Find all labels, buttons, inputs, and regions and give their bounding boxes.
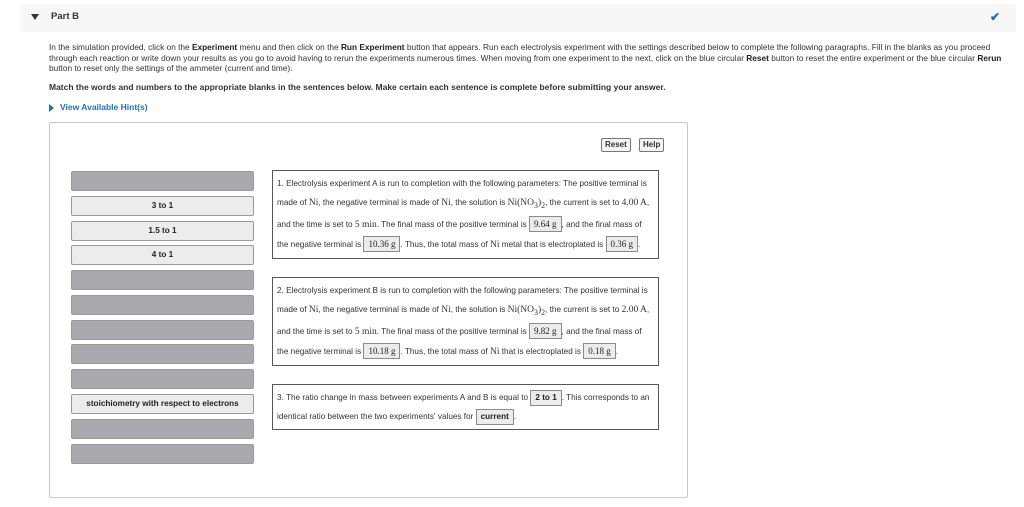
empty-tile-slot[interactable] bbox=[71, 369, 254, 389]
help-button[interactable]: Help bbox=[639, 138, 664, 152]
drop-blank[interactable]: 2 to 1 bbox=[530, 390, 561, 406]
view-hints-link[interactable]: View Available Hint(s) bbox=[49, 102, 148, 112]
answer-tile[interactable]: 4 to 1 bbox=[71, 245, 254, 265]
match-instructions: Match the words and numbers to the appropriate blanks in the sentences below. Make certain each sentence is complete before submitting your answer. bbox=[49, 82, 666, 92]
empty-tile-slot[interactable] bbox=[71, 171, 254, 191]
empty-tile-slot[interactable] bbox=[71, 320, 254, 340]
empty-tile-slot[interactable] bbox=[71, 344, 254, 364]
empty-tile-slot[interactable] bbox=[71, 270, 254, 290]
drop-blank[interactable]: 10.18 g bbox=[363, 343, 400, 359]
empty-tile-slot[interactable] bbox=[71, 444, 254, 464]
reset-button[interactable]: Reset bbox=[601, 138, 631, 152]
empty-tile-slot[interactable] bbox=[71, 295, 254, 315]
answer-tile[interactable]: 1.5 to 1 bbox=[71, 221, 254, 241]
answer-tile[interactable]: stoichiometry with respect to electrons bbox=[71, 394, 254, 414]
sentence-box-3: 3. The ratio change in mass between experiments A and B is equal to 2 to 1 . This corresponds to an identical ratio between the two experiments' values for current . bbox=[272, 384, 659, 430]
drop-blank[interactable]: 9.64 g bbox=[529, 216, 562, 232]
drop-blank[interactable]: current bbox=[476, 409, 514, 425]
drop-blank[interactable]: 0.18 g bbox=[583, 343, 616, 359]
drop-blank[interactable]: 9.82 g bbox=[529, 323, 562, 339]
sentence-box-1: 1. Electrolysis experiment A is run to completion with the following parameters: The positive terminal is made of Ni, the negative terminal is made of Ni, the solution is $Ni(NO_3)_2$, the current is set to 4.00 A, and the time is set to 5 min. The final mass of the positive terminal is 9.64 g , and the final mass of the negative terminal is 10.36 g . Thus, the total mass of Ni metal that is electroplated is 0.36 g . bbox=[272, 170, 659, 259]
drop-blank[interactable]: 0.36 g bbox=[606, 236, 639, 252]
drop-blank[interactable]: 10.36 g bbox=[363, 236, 400, 252]
part-title: Part B bbox=[51, 11, 79, 22]
sentence-box-2: 2. Electrolysis experiment B is run to completion with the following parameters: The positive terminal is made of Ni, the negative terminal is made of Ni, the solution is $Ni(NO_3)_2$, the current is set to 2.00 A, and the time is set to 5 min. The final mass of the positive terminal is 9.82 g , and the final mass of the negative terminal is 10.18 g . Thus, the total mass of Ni that is electroplated is 0.18 g . bbox=[272, 277, 659, 366]
expand-caret-icon bbox=[49, 104, 54, 112]
empty-tile-slot[interactable] bbox=[71, 419, 254, 439]
instructions-paragraph: In the simulation provided, click on the Experiment menu and then click on the Run Experiment button that appears. Run each electrolysis experiment with the settings described below to complete the following paragraphs. Fill in the blanks as you proceed through each reaction or write down your results as you go to avoid having to rerun the experiments numerous times. When moving from one experiment to the next, click on the blue circular Reset button to reset the entire experiment or the blue circular Rerun button to reset only the settings of the ammeter (current and time). bbox=[49, 42, 1002, 73]
collapse-caret-icon[interactable] bbox=[31, 14, 39, 20]
part-header-bar[interactable] bbox=[20, 4, 1016, 32]
checkmark-icon: ✔ bbox=[990, 10, 1001, 24]
answer-tile[interactable]: 3 to 1 bbox=[71, 196, 254, 216]
